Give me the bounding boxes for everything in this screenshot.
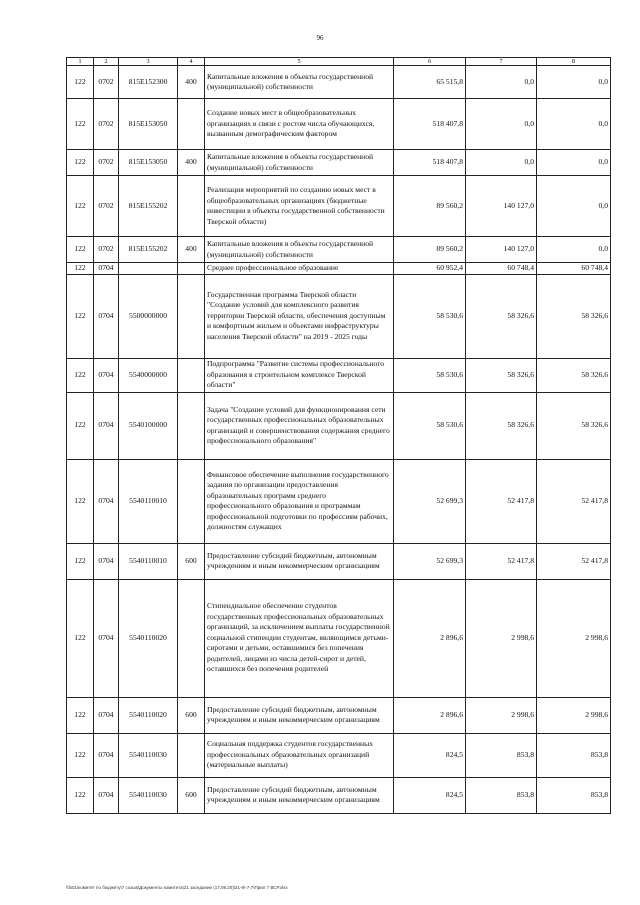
header-cell-6: 6 xyxy=(394,58,466,66)
file-path-footer: \\fs01\комитет по бюджету\7 созыв\Документы комитета\21 заседание (17.09.20)\21-9\-7-7\Прил 7 ВСР.xlsx xyxy=(66,885,288,890)
cell-col-2: 0704 xyxy=(94,274,119,358)
table-row xyxy=(67,66,611,99)
cell-col-6: 518 407,8 xyxy=(394,99,466,150)
cell-col-3: 5540100000 xyxy=(119,392,178,459)
cell-col-2: 0704 xyxy=(94,733,119,777)
cell-col-8: 0,0 xyxy=(537,150,611,176)
table-row xyxy=(67,176,611,237)
cell-col-2: 0702 xyxy=(94,176,119,237)
cell-col-6: 60 952,4 xyxy=(394,263,466,275)
cell-col-3: 815E153050 xyxy=(119,99,178,150)
table-row xyxy=(67,543,611,579)
cell-col-7: 0,0 xyxy=(466,99,537,150)
cell-col-2: 0702 xyxy=(94,237,119,263)
cell-col-5: Предоставление субсидий бюджетным, автономным учреждениям и иным некоммерческим организациям xyxy=(205,777,394,813)
cell-col-6: 52 699,3 xyxy=(394,543,466,579)
cell-col-7: 0,0 xyxy=(466,150,537,176)
cell-col-2: 0704 xyxy=(94,579,119,697)
cell-col-4 xyxy=(178,392,205,459)
cell-col-2: 0704 xyxy=(94,543,119,579)
cell-col-2: 0704 xyxy=(94,358,119,392)
cell-col-3 xyxy=(119,263,178,275)
cell-col-6: 58 530,6 xyxy=(394,274,466,358)
cell-col-8: 52 417,8 xyxy=(537,543,611,579)
cell-col-5: Создание новых мест в общеобразовательных организациях в связи с ростом числа обучающихся, вызванным демографическим фактором xyxy=(205,99,394,150)
cell-col-5: Подпрограмма "Развитие системы профессионального образования в строительном комплексе Тверской области" xyxy=(205,358,394,392)
cell-col-7: 58 326,6 xyxy=(466,392,537,459)
cell-col-6: 2 896,6 xyxy=(394,579,466,697)
cell-col-8: 0,0 xyxy=(537,66,611,99)
cell-col-3: 5540110020 xyxy=(119,579,178,697)
cell-col-6: 2 896,6 xyxy=(394,697,466,733)
cell-col-8: 2 998,6 xyxy=(537,579,611,697)
cell-col-1: 122 xyxy=(67,459,94,543)
cell-col-6: 824,5 xyxy=(394,733,466,777)
cell-col-6: 89 560,2 xyxy=(394,176,466,237)
cell-col-4 xyxy=(178,99,205,150)
cell-col-3: 5540000000 xyxy=(119,358,178,392)
cell-col-2: 0702 xyxy=(94,150,119,176)
header-cell-2: 2 xyxy=(94,58,119,66)
cell-col-8: 52 417,8 xyxy=(537,459,611,543)
cell-col-7: 52 417,8 xyxy=(466,459,537,543)
cell-col-8: 58 326,6 xyxy=(537,274,611,358)
cell-col-4: 400 xyxy=(178,66,205,99)
cell-col-5: Задача "Создание условий для функционирования сети государственных профессиональных образовательных организаций и совершенствования содержания среднего профессионального образования" xyxy=(205,392,394,459)
cell-col-8: 0,0 xyxy=(537,99,611,150)
cell-col-1: 122 xyxy=(67,697,94,733)
table-row xyxy=(67,392,611,459)
cell-col-4: 400 xyxy=(178,150,205,176)
cell-col-4: 600 xyxy=(178,543,205,579)
table-row xyxy=(67,263,611,275)
cell-col-3: 815E153050 xyxy=(119,150,178,176)
cell-col-2: 0702 xyxy=(94,99,119,150)
cell-col-3: 5540110020 xyxy=(119,697,178,733)
cell-col-4 xyxy=(178,733,205,777)
table-row xyxy=(67,579,611,697)
table-row xyxy=(67,697,611,733)
cell-col-1: 122 xyxy=(67,733,94,777)
cell-col-5: Стипендиальное обеспечение студентов государственных профессиональных образовательных организаций, за исключением выплаты государственной социальной стипендии студентам, являющимся детьми-сиротами и детьми, оставшимися без попечения родителей, лицами из числа детей-сирот и детей, оставшихся без попечения родителей xyxy=(205,579,394,697)
table-row xyxy=(67,237,611,263)
budget-table xyxy=(66,57,611,814)
cell-col-5: Финансовое обеспечение выполнения государственного задания по организации предоставления образовательных программ среднего профессионального образования и программам профессиональной подготовки по профессиям рабочих, должностям служащих xyxy=(205,459,394,543)
page-number: 96 xyxy=(316,34,324,42)
cell-col-4 xyxy=(178,274,205,358)
cell-col-4 xyxy=(178,579,205,697)
cell-col-4: 600 xyxy=(178,697,205,733)
cell-col-5: Капитальные вложения в объекты государственной (муниципальной) собственности xyxy=(205,150,394,176)
cell-col-8: 58 326,6 xyxy=(537,358,611,392)
cell-col-4 xyxy=(178,263,205,275)
cell-col-5: Предоставление субсидий бюджетным, автономным учреждениям и иным некоммерческим организациям xyxy=(205,697,394,733)
header-cell-4: 4 xyxy=(178,58,205,66)
header-cell-5: 5 xyxy=(205,58,394,66)
cell-col-6: 58 530,6 xyxy=(394,392,466,459)
cell-col-3: 815E155202 xyxy=(119,237,178,263)
cell-col-8: 0,0 xyxy=(537,176,611,237)
cell-col-1: 122 xyxy=(67,263,94,275)
cell-col-4 xyxy=(178,459,205,543)
cell-col-7: 2 998,6 xyxy=(466,579,537,697)
cell-col-1: 122 xyxy=(67,274,94,358)
cell-col-5: Капитальные вложения в объекты государственной (муниципальной) собственности xyxy=(205,237,394,263)
table-row xyxy=(67,99,611,150)
cell-col-7: 140 127,0 xyxy=(466,237,537,263)
table-row xyxy=(67,150,611,176)
cell-col-1: 122 xyxy=(67,392,94,459)
cell-col-8: 58 326,6 xyxy=(537,392,611,459)
cell-col-4: 400 xyxy=(178,237,205,263)
table-row xyxy=(67,777,611,813)
cell-col-7: 58 326,6 xyxy=(466,358,537,392)
cell-col-7: 52 417,8 xyxy=(466,543,537,579)
header-cell-7: 7 xyxy=(466,58,537,66)
header-cell-8: 8 xyxy=(537,58,611,66)
cell-col-1: 122 xyxy=(67,66,94,99)
cell-col-7: 58 326,6 xyxy=(466,274,537,358)
table-header-row xyxy=(67,58,611,66)
header-cell-3: 3 xyxy=(119,58,178,66)
cell-col-1: 122 xyxy=(67,237,94,263)
cell-col-7: 60 748,4 xyxy=(466,263,537,275)
cell-col-5: Предоставление субсидий бюджетным, автономным учреждениям и иным некоммерческим организациям xyxy=(205,543,394,579)
cell-col-6: 89 560,2 xyxy=(394,237,466,263)
cell-col-2: 0704 xyxy=(94,459,119,543)
cell-col-6: 824,5 xyxy=(394,777,466,813)
cell-col-3: 5540110030 xyxy=(119,777,178,813)
table-row xyxy=(67,459,611,543)
table-row xyxy=(67,733,611,777)
cell-col-2: 0702 xyxy=(94,66,119,99)
cell-col-8: 2 998,6 xyxy=(537,697,611,733)
cell-col-4 xyxy=(178,176,205,237)
cell-col-1: 122 xyxy=(67,150,94,176)
cell-col-5: Капитальные вложения в объекты государственной (муниципальной) собственности xyxy=(205,66,394,99)
cell-col-6: 58 530,6 xyxy=(394,358,466,392)
table-row xyxy=(67,358,611,392)
cell-col-2: 0704 xyxy=(94,263,119,275)
cell-col-1: 122 xyxy=(67,543,94,579)
cell-col-6: 52 699,3 xyxy=(394,459,466,543)
cell-col-7: 853,8 xyxy=(466,777,537,813)
cell-col-7: 853,8 xyxy=(466,733,537,777)
cell-col-3: 5540110010 xyxy=(119,543,178,579)
cell-col-1: 122 xyxy=(67,777,94,813)
cell-col-2: 0704 xyxy=(94,777,119,813)
cell-col-2: 0704 xyxy=(94,392,119,459)
cell-col-5: Реализация мероприятий по созданию новых мест в общеобразовательных организациях (бюджетные инвестиции в объекты государственной собственности Тверской области) xyxy=(205,176,394,237)
cell-col-3: 5540110030 xyxy=(119,733,178,777)
cell-col-8: 853,8 xyxy=(537,733,611,777)
cell-col-5: Государственная программа Тверской области "Создание условий для комплексного развития территории Тверской области, обеспечения доступным и комфортным жильем и объектами инфраструктуры населения Тверской области" на 2019 - 2025 годы xyxy=(205,274,394,358)
cell-col-5: Среднее профессиональное образование xyxy=(205,263,394,275)
cell-col-1: 122 xyxy=(67,176,94,237)
cell-col-4: 600 xyxy=(178,777,205,813)
cell-col-3: 5500000000 xyxy=(119,274,178,358)
header-cell-1: 1 xyxy=(67,58,94,66)
cell-col-7: 140 127,0 xyxy=(466,176,537,237)
cell-col-8: 60 748,4 xyxy=(537,263,611,275)
cell-col-1: 122 xyxy=(67,579,94,697)
cell-col-4 xyxy=(178,358,205,392)
cell-col-7: 2 998,6 xyxy=(466,697,537,733)
cell-col-1: 122 xyxy=(67,358,94,392)
cell-col-6: 518 407,8 xyxy=(394,150,466,176)
cell-col-7: 0,0 xyxy=(466,66,537,99)
cell-col-3: 815E155202 xyxy=(119,176,178,237)
cell-col-3: 5540110010 xyxy=(119,459,178,543)
cell-col-3: 815E152300 xyxy=(119,66,178,99)
cell-col-8: 0,0 xyxy=(537,237,611,263)
cell-col-1: 122 xyxy=(67,99,94,150)
cell-col-5: Социальная поддержка студентов государственных профессиональных образовательных организаций (материальные выплаты) xyxy=(205,733,394,777)
cell-col-6: 65 515,8 xyxy=(394,66,466,99)
cell-col-8: 853,8 xyxy=(537,777,611,813)
cell-col-2: 0704 xyxy=(94,697,119,733)
table-row xyxy=(67,274,611,358)
